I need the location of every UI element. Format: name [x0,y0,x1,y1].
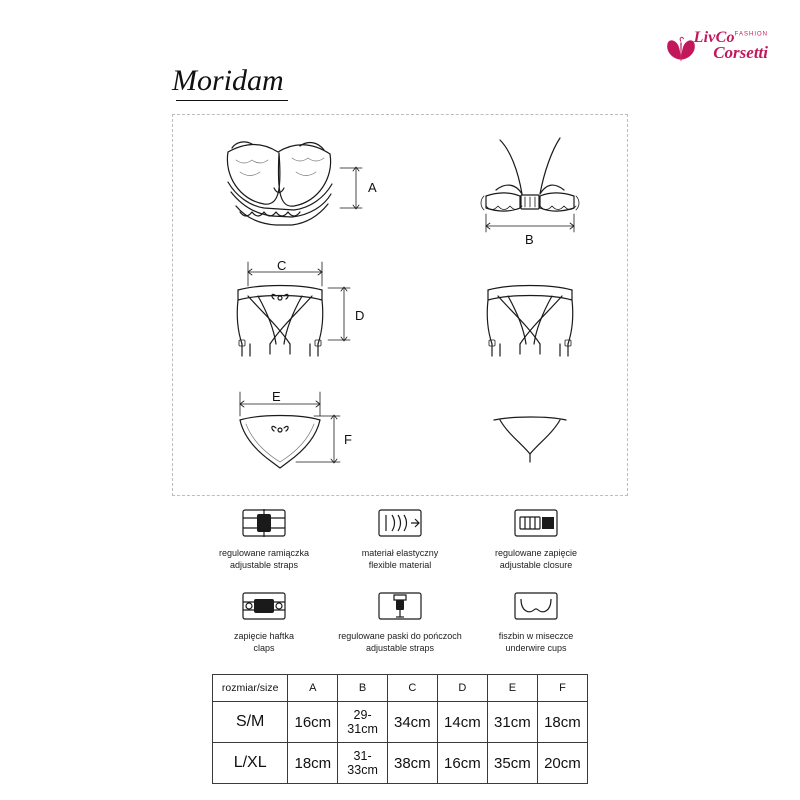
header-col-e: E [487,675,537,702]
features-row-2 [196,585,604,654]
page-title: Moridam [172,64,284,97]
garter-belt-back-illustration [487,286,573,357]
thong-front-illustration [240,392,340,468]
clasps-icon [196,585,332,627]
table-header-row [213,675,588,702]
feature-caption [468,630,604,654]
cell-b: 29-31cm [338,702,388,743]
feature-caption-pl: regulowane ramiączka [218,548,310,558]
feature-caption [196,547,332,571]
adjustable-closure-icon [468,502,604,544]
feature-adjustable-stocking-straps [332,585,468,654]
feature-caption-en: adjustable straps [229,560,299,571]
flexible-material-icon [332,502,468,544]
cell-b: 31-33cm [338,743,388,784]
header-col-d: D [437,675,487,702]
brand-name-sup: FASHION [734,31,768,38]
thong-back-illustration [494,417,566,462]
cell-e: 35cm [487,743,537,784]
feature-adjustable-closure [468,502,604,571]
feature-caption-pl: regulowane zapięcie [494,548,578,558]
feature-caption-en: underwire cups [505,643,567,654]
dimension-label-e: E [272,389,281,404]
feature-caption-en: adjustable closure [499,560,573,571]
dimension-label-f: F [344,432,352,447]
adjustable-stocking-straps-icon [332,585,468,627]
feature-caption-pl: regulowane paski do pończoch [338,631,462,642]
cell-a: 16cm [288,702,338,743]
cell-c: 38cm [387,743,437,784]
feature-caption [332,547,468,571]
brand-name-bottom: Corsetti [713,43,768,62]
header-col-b: B [338,675,388,702]
garter-belt-front-illustration [237,262,350,356]
feature-caption [468,547,604,571]
feature-caption-pl: fiszbin w miseczce [498,631,574,642]
feature-caption-pl: materiał elastyczny [361,548,439,558]
dimension-label-c: C [277,258,287,273]
feature-caption [332,630,468,654]
table-row [213,743,588,784]
bra-back-illustration [481,138,579,232]
bra-front-illustration [227,142,362,225]
features-section [196,502,604,655]
feature-caption-en: adjustable straps [365,643,435,654]
feature-adjustable-straps [196,502,332,571]
cell-a: 18cm [288,743,338,784]
header-col-a: A [288,675,338,702]
dimension-label-b: B [525,232,534,247]
cell-d: 16cm [437,743,487,784]
adjustable-straps-icon [196,502,332,544]
row-size-label: S/M [213,702,288,743]
feature-underwire-cups [468,585,604,654]
size-table-head [213,675,588,702]
size-table-body [213,702,588,784]
header-col-c: C [387,675,437,702]
feature-caption-en: claps [253,643,275,654]
dimension-label-a: A [368,180,377,195]
size-table [212,674,588,784]
feature-caption-pl: zapięcie haftka [233,631,295,642]
feature-caption-en: flexible material [368,560,432,571]
features-row-1 [196,502,604,571]
dimension-label-d: D [355,308,365,323]
header-size-label: rozmiar/size [213,675,288,702]
feature-flexible-material [332,502,468,571]
cell-f: 20cm [537,743,587,784]
underwire-cups-icon [468,585,604,627]
feature-clasps [196,585,332,654]
row-size-label: L/XL [213,743,288,784]
cell-c: 34cm [387,702,437,743]
brand-name-top: LivCo [693,29,735,46]
header-col-f: F [537,675,587,702]
table-row [213,702,588,743]
cell-d: 14cm [437,702,487,743]
cell-f: 18cm [537,702,587,743]
feature-caption [196,630,332,654]
cell-e: 31cm [487,702,537,743]
